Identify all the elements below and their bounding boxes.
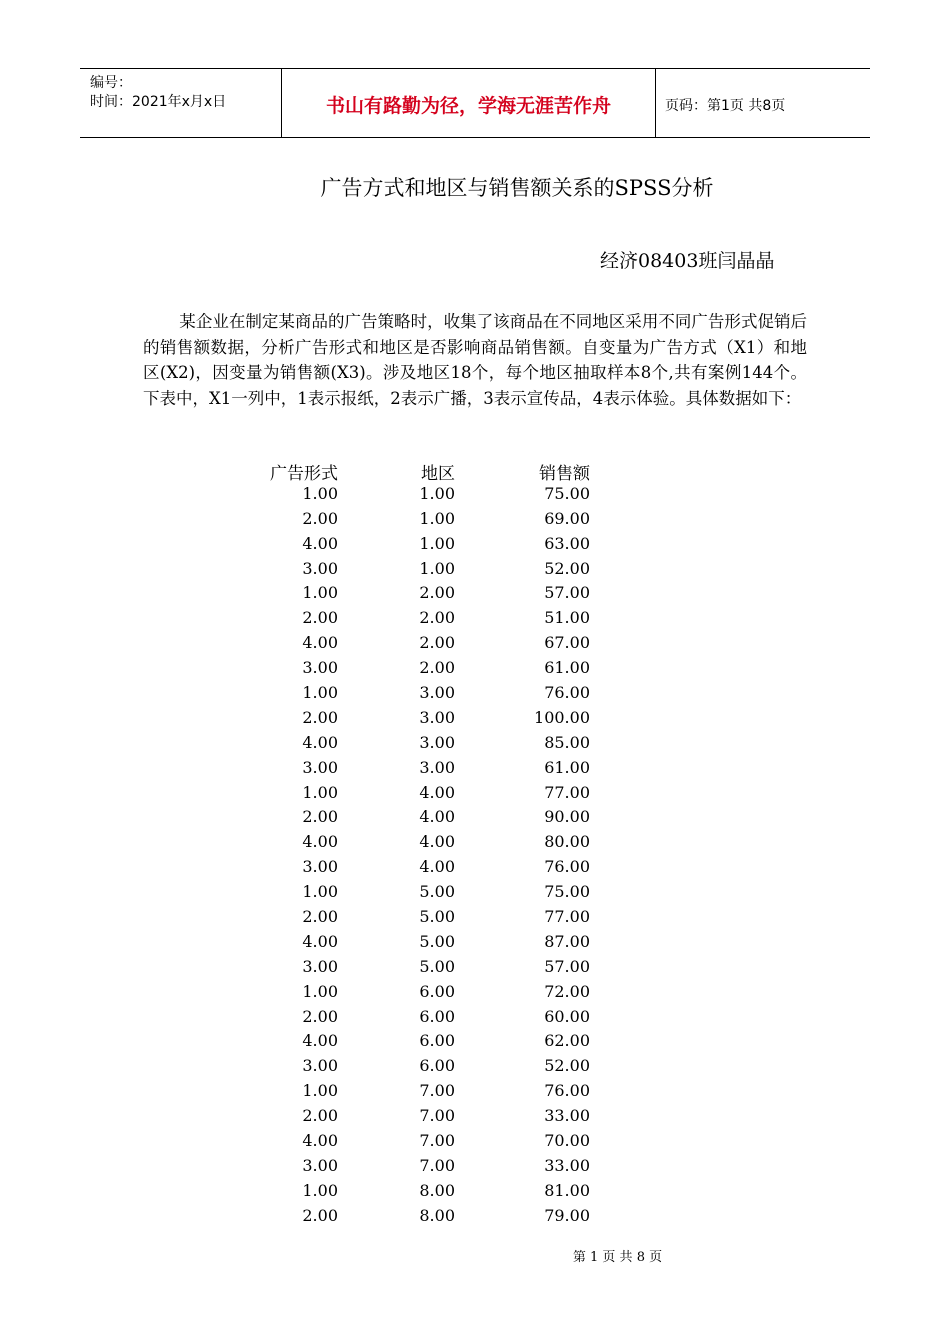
cell-region: 1.00	[419, 483, 455, 503]
cell-ad-type: 1.00	[302, 782, 338, 802]
cell-ad-type: 4.00	[302, 931, 338, 951]
table-row	[230, 732, 610, 757]
table-header-row	[230, 458, 610, 483]
cell-ad-type: 3.00	[302, 757, 338, 777]
cell-region: 4.00	[419, 857, 455, 877]
cell-sales: 85.00	[544, 732, 590, 752]
cell-region: 3.00	[419, 683, 455, 703]
cell-sales: 72.00	[544, 981, 590, 1001]
cell-ad-type: 1.00	[302, 683, 338, 703]
cell-ad-type: 2.00	[302, 907, 338, 927]
page-footer: 第 1 页 共 8 页	[572, 1250, 663, 1265]
column-header-region: 地区	[421, 464, 455, 484]
header-motto: 书山有路勤为径，学海无涯苦作舟	[325, 95, 611, 117]
cell-ad-type: 2.00	[302, 1106, 338, 1126]
table-row	[230, 1080, 610, 1105]
cell-ad-type: 2.00	[302, 608, 338, 628]
cell-ad-type: 1.00	[302, 981, 338, 1001]
cell-ad-type: 4.00	[302, 633, 338, 653]
table-row	[230, 757, 610, 782]
table-row	[230, 1205, 610, 1230]
cell-sales: 77.00	[544, 907, 590, 927]
cell-ad-type: 3.00	[302, 857, 338, 877]
document-number-label: 编号：	[90, 75, 132, 91]
document-author: 经济08403班闫晶晶	[600, 250, 775, 272]
cell-sales: 57.00	[544, 956, 590, 976]
cell-ad-type: 3.00	[302, 1155, 338, 1175]
table-row	[230, 483, 610, 508]
cell-ad-type: 1.00	[302, 1081, 338, 1101]
cell-region: 5.00	[419, 907, 455, 927]
cell-ad-type: 3.00	[302, 956, 338, 976]
cell-region: 5.00	[419, 882, 455, 902]
cell-sales: 69.00	[544, 508, 590, 528]
cell-region: 3.00	[419, 757, 455, 777]
cell-sales: 80.00	[544, 832, 590, 852]
cell-region: 2.00	[419, 583, 455, 603]
column-header-ad-type: 广告形式	[270, 464, 338, 484]
page-header	[80, 68, 870, 138]
cell-sales: 33.00	[544, 1106, 590, 1126]
table-row	[230, 707, 610, 732]
table-row	[230, 582, 610, 607]
cell-sales: 33.00	[544, 1155, 590, 1175]
table-row	[230, 831, 610, 856]
cell-region: 2.00	[419, 633, 455, 653]
cell-region: 6.00	[419, 1031, 455, 1051]
cell-sales: 52.00	[544, 558, 590, 578]
cell-sales: 81.00	[544, 1180, 590, 1200]
cell-region: 5.00	[419, 956, 455, 976]
cell-region: 8.00	[419, 1180, 455, 1200]
cell-region: 2.00	[419, 608, 455, 628]
cell-ad-type: 4.00	[302, 533, 338, 553]
cell-sales: 75.00	[544, 882, 590, 902]
cell-ad-type: 4.00	[302, 732, 338, 752]
cell-region: 5.00	[419, 931, 455, 951]
header-page-cell	[655, 69, 870, 137]
cell-region: 6.00	[419, 1056, 455, 1076]
cell-sales: 61.00	[544, 658, 590, 678]
cell-sales: 57.00	[544, 583, 590, 603]
cell-region: 7.00	[419, 1131, 455, 1151]
cell-ad-type: 1.00	[302, 583, 338, 603]
table-row	[230, 632, 610, 657]
document-title: 广告方式和地区与销售额关系的SPSS分析	[320, 176, 714, 200]
table-row	[230, 931, 610, 956]
cell-region: 2.00	[419, 658, 455, 678]
cell-region: 7.00	[419, 1081, 455, 1101]
cell-ad-type: 3.00	[302, 658, 338, 678]
cell-ad-type: 2.00	[302, 508, 338, 528]
cell-region: 4.00	[419, 832, 455, 852]
cell-region: 7.00	[419, 1106, 455, 1126]
cell-region: 3.00	[419, 732, 455, 752]
cell-ad-type: 1.00	[302, 1180, 338, 1200]
cell-sales: 62.00	[544, 1031, 590, 1051]
table-row	[230, 558, 610, 583]
cell-sales: 79.00	[544, 1205, 590, 1225]
cell-sales: 76.00	[544, 857, 590, 877]
column-header-sales: 销售额	[539, 464, 590, 484]
table-row	[230, 1030, 610, 1055]
cell-ad-type: 2.00	[302, 1006, 338, 1026]
cell-region: 4.00	[419, 782, 455, 802]
cell-sales: 63.00	[544, 533, 590, 553]
cell-region: 1.00	[419, 533, 455, 553]
table-row	[230, 607, 610, 632]
cell-region: 1.00	[419, 558, 455, 578]
table-row	[230, 906, 610, 931]
table-row	[230, 533, 610, 558]
table-row	[230, 856, 610, 881]
table-row	[230, 1155, 610, 1180]
cell-sales: 70.00	[544, 1131, 590, 1151]
table-row	[230, 1180, 610, 1205]
cell-region: 6.00	[419, 1006, 455, 1026]
cell-ad-type: 2.00	[302, 707, 338, 727]
table-row	[230, 806, 610, 831]
table-row	[230, 1055, 610, 1080]
cell-region: 7.00	[419, 1155, 455, 1175]
header-page-info: 页码：第1页 共8页	[665, 98, 786, 114]
cell-ad-type: 3.00	[302, 558, 338, 578]
cell-sales: 60.00	[544, 1006, 590, 1026]
cell-region: 4.00	[419, 807, 455, 827]
cell-sales: 51.00	[544, 608, 590, 628]
cell-ad-type: 2.00	[302, 1205, 338, 1225]
table-row	[230, 782, 610, 807]
cell-ad-type: 4.00	[302, 1131, 338, 1151]
cell-ad-type: 2.00	[302, 807, 338, 827]
cell-region: 1.00	[419, 508, 455, 528]
header-meta-cell	[80, 69, 281, 137]
cell-ad-type: 1.00	[302, 882, 338, 902]
data-table	[230, 458, 610, 1230]
intro-paragraph: 某企业在制定某商品的广告策略时，收集了该商品在不同地区采用不同广告形式促销后的销售额数据，分析广告形式和地区是否影响商品销售额。自变量为广告方式（X1）和地区(X2)，因变量为销售额(X3)。涉及地区18个，每个地区抽取样本8个,共有案例144个。下表中，X1一列中，1表示报纸，2表示广播，3表示宣传品，4表示体验。具体数据如下：	[143, 312, 807, 408]
table-row	[230, 881, 610, 906]
table-row	[230, 981, 610, 1006]
cell-sales: 77.00	[544, 782, 590, 802]
header-motto-cell	[281, 69, 656, 137]
table-row	[230, 1006, 610, 1031]
cell-ad-type: 3.00	[302, 1056, 338, 1076]
cell-sales: 75.00	[544, 483, 590, 503]
cell-sales: 87.00	[544, 931, 590, 951]
cell-ad-type: 4.00	[302, 1031, 338, 1051]
table-row	[230, 956, 610, 981]
table-row	[230, 1105, 610, 1130]
table-row	[230, 657, 610, 682]
cell-region: 6.00	[419, 981, 455, 1001]
table-row	[230, 508, 610, 533]
cell-sales: 100.00	[534, 707, 590, 727]
table-row	[230, 682, 610, 707]
table-row	[230, 1130, 610, 1155]
document-time-label: 时间：2021年x月x日	[90, 94, 227, 110]
cell-ad-type: 4.00	[302, 832, 338, 852]
cell-sales: 90.00	[544, 807, 590, 827]
cell-ad-type: 1.00	[302, 483, 338, 503]
cell-sales: 61.00	[544, 757, 590, 777]
cell-region: 3.00	[419, 707, 455, 727]
cell-sales: 67.00	[544, 633, 590, 653]
cell-region: 8.00	[419, 1205, 455, 1225]
cell-sales: 76.00	[544, 1081, 590, 1101]
cell-sales: 76.00	[544, 683, 590, 703]
cell-sales: 52.00	[544, 1056, 590, 1076]
